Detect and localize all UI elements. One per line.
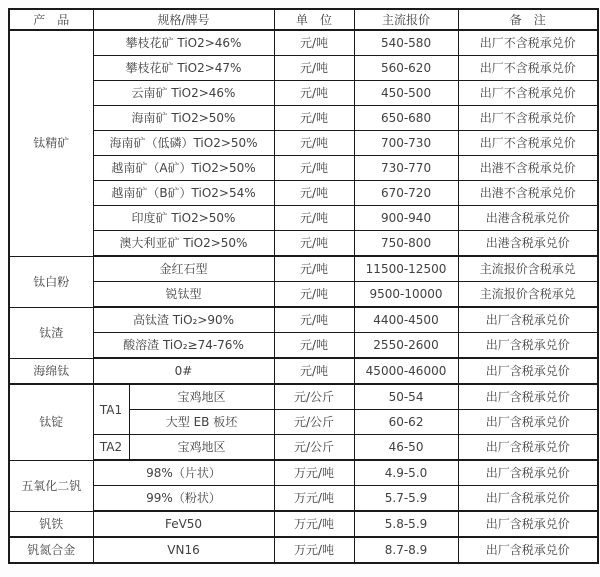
spec-cell: 98%（片状）	[93, 460, 274, 486]
header-product: 产 品	[9, 9, 93, 30]
unit-cell: 万元/吨	[274, 511, 354, 537]
header-price: 主流报价	[354, 9, 458, 30]
unit-cell: 元/吨	[274, 30, 354, 56]
price-cell: 2550-2600	[354, 333, 458, 359]
table-row	[9, 511, 598, 537]
price-cell: 5.8-5.9	[354, 511, 458, 537]
table-row	[9, 131, 598, 156]
table-row	[9, 435, 598, 461]
price-cell: 670-720	[354, 181, 458, 206]
spec-cell: 大型 EB 板坯	[129, 410, 274, 435]
header-unit: 单 位	[274, 9, 354, 30]
note-cell: 出厂含税承兑价	[458, 511, 598, 537]
spec-cell: 攀枝花矿 TiO2>46%	[93, 30, 274, 56]
spec-cell: VN16	[93, 537, 274, 563]
note-cell: 出港不含税承兑价	[458, 181, 598, 206]
table-row	[9, 181, 598, 206]
table-row	[9, 460, 598, 486]
price-cell: 900-940	[354, 206, 458, 231]
unit-cell: 元/吨	[274, 131, 354, 156]
price-table	[8, 8, 599, 564]
price-cell: 50-54	[354, 384, 458, 410]
price-cell: 700-730	[354, 131, 458, 156]
unit-cell: 元/吨	[274, 106, 354, 131]
table-row	[9, 282, 598, 308]
product-cell-ti-ingot: 钛锭	[9, 384, 93, 460]
note-cell: 出厂含税承兑价	[458, 307, 598, 333]
header-spec: 规格/牌号	[93, 9, 274, 30]
product-cell-ti-dioxide: 钛白粉	[9, 256, 93, 307]
price-cell: 60-62	[354, 410, 458, 435]
unit-cell: 元/吨	[274, 358, 354, 384]
price-cell: 5.7-5.9	[354, 486, 458, 512]
spec-cell: 0#	[93, 358, 274, 384]
unit-cell: 万元/吨	[274, 460, 354, 486]
spec-cell: FeV50	[93, 511, 274, 537]
unit-cell: 元/吨	[274, 256, 354, 282]
unit-cell: 元/吨	[274, 206, 354, 231]
table-row	[9, 537, 598, 563]
note-cell: 出厂含税承兑价	[458, 435, 598, 461]
note-cell: 主流报价含税承兑	[458, 282, 598, 308]
table-row	[9, 206, 598, 231]
table-row	[9, 106, 598, 131]
product-cell-sponge-ti: 海绵钛	[9, 358, 93, 384]
price-cell: 11500-12500	[354, 256, 458, 282]
unit-cell: 元/吨	[274, 156, 354, 181]
table-row	[9, 30, 598, 56]
unit-cell: 元/公斤	[274, 435, 354, 461]
unit-cell: 万元/吨	[274, 486, 354, 512]
note-cell: 出厂含税承兑价	[458, 486, 598, 512]
spec-cell: 印度矿 TiO2>50%	[93, 206, 274, 231]
table-row	[9, 358, 598, 384]
table-row	[9, 333, 598, 359]
unit-cell: 元/吨	[274, 231, 354, 257]
spec-cell: 海南矿 TiO2>50%	[93, 106, 274, 131]
unit-cell: 元/公斤	[274, 410, 354, 435]
price-cell: 4.9-5.0	[354, 460, 458, 486]
product-cell-ti-concentrate: 钛精矿	[9, 30, 93, 256]
table-row	[9, 256, 598, 282]
unit-cell: 元/吨	[274, 56, 354, 81]
note-cell: 出港含税承兑价	[458, 231, 598, 257]
spec-cell: 云南矿 TiO2>46%	[93, 81, 274, 106]
unit-cell: 元/吨	[274, 282, 354, 308]
price-cell: 750-800	[354, 231, 458, 257]
note-cell: 出厂含税承兑价	[458, 333, 598, 359]
product-cell-ti-slag: 钛渣	[9, 307, 93, 358]
table-row	[9, 81, 598, 106]
note-cell: 出厂不含税承兑价	[458, 131, 598, 156]
price-cell: 45000-46000	[354, 358, 458, 384]
unit-cell: 元/吨	[274, 307, 354, 333]
unit-cell: 万元/吨	[274, 537, 354, 563]
note-cell: 出厂不含税承兑价	[458, 106, 598, 131]
note-cell: 出厂不含税承兑价	[458, 56, 598, 81]
spec-cell: 越南矿（B矿）TiO2>54%	[93, 181, 274, 206]
spec-cell: 越南矿（A矿）TiO2>50%	[93, 156, 274, 181]
note-cell: 出厂不含税承兑价	[458, 30, 598, 56]
spec-cell: 攀枝花矿 TiO2>47%	[93, 56, 274, 81]
price-cell: 4400-4500	[354, 307, 458, 333]
spec-cell: 锐钛型	[93, 282, 274, 308]
price-cell: 560-620	[354, 56, 458, 81]
note-cell: 出厂含税承兑价	[458, 384, 598, 410]
note-cell: 出厂含税承兑价	[458, 358, 598, 384]
product-cell-v2o5: 五氧化二钒	[9, 460, 93, 511]
price-cell: 650-680	[354, 106, 458, 131]
note-cell: 出厂含税承兑价	[458, 460, 598, 486]
spec-cell: 宝鸡地区	[129, 384, 274, 410]
table-row	[9, 156, 598, 181]
price-cell: 450-500	[354, 81, 458, 106]
spec-cell: 宝鸡地区	[129, 435, 274, 461]
price-cell: 46-50	[354, 435, 458, 461]
spec-cell: 99%（粉状）	[93, 486, 274, 512]
price-cell: 730-770	[354, 156, 458, 181]
table-row	[9, 384, 598, 410]
note-cell: 出港不含税承兑价	[458, 156, 598, 181]
table-row	[9, 486, 598, 512]
header-note: 备 注	[458, 9, 598, 30]
table-row	[9, 231, 598, 257]
note-cell: 出厂含税承兑价	[458, 537, 598, 563]
unit-cell: 元/吨	[274, 81, 354, 106]
product-cell-vn-alloy: 钒氮合金	[9, 537, 93, 563]
grade-cell-ta1: TA1	[93, 384, 129, 435]
table-row	[9, 56, 598, 81]
product-cell-ferrovanadium: 钒铁	[9, 511, 93, 537]
spec-cell: 酸溶渣 TiO₂≥74-76%	[93, 333, 274, 359]
unit-cell: 元/吨	[274, 181, 354, 206]
note-cell: 主流报价含税承兑	[458, 256, 598, 282]
unit-cell: 元/公斤	[274, 384, 354, 410]
table-row	[9, 307, 598, 333]
price-cell: 540-580	[354, 30, 458, 56]
unit-cell: 元/吨	[274, 333, 354, 359]
price-cell: 8.7-8.9	[354, 537, 458, 563]
price-cell: 9500-10000	[354, 282, 458, 308]
grade-cell-ta2: TA2	[93, 435, 129, 461]
note-cell: 出厂含税承兑价	[458, 410, 598, 435]
spec-cell: 金红石型	[93, 256, 274, 282]
spec-cell: 海南矿（低磷）TiO2>50%	[93, 131, 274, 156]
spec-cell: 高钛渣 TiO₂>90%	[93, 307, 274, 333]
note-cell: 出厂不含税承兑价	[458, 81, 598, 106]
spec-cell: 澳大利亚矿 TiO2>50%	[93, 231, 274, 257]
header-row	[9, 9, 598, 30]
note-cell: 出港含税承兑价	[458, 206, 598, 231]
